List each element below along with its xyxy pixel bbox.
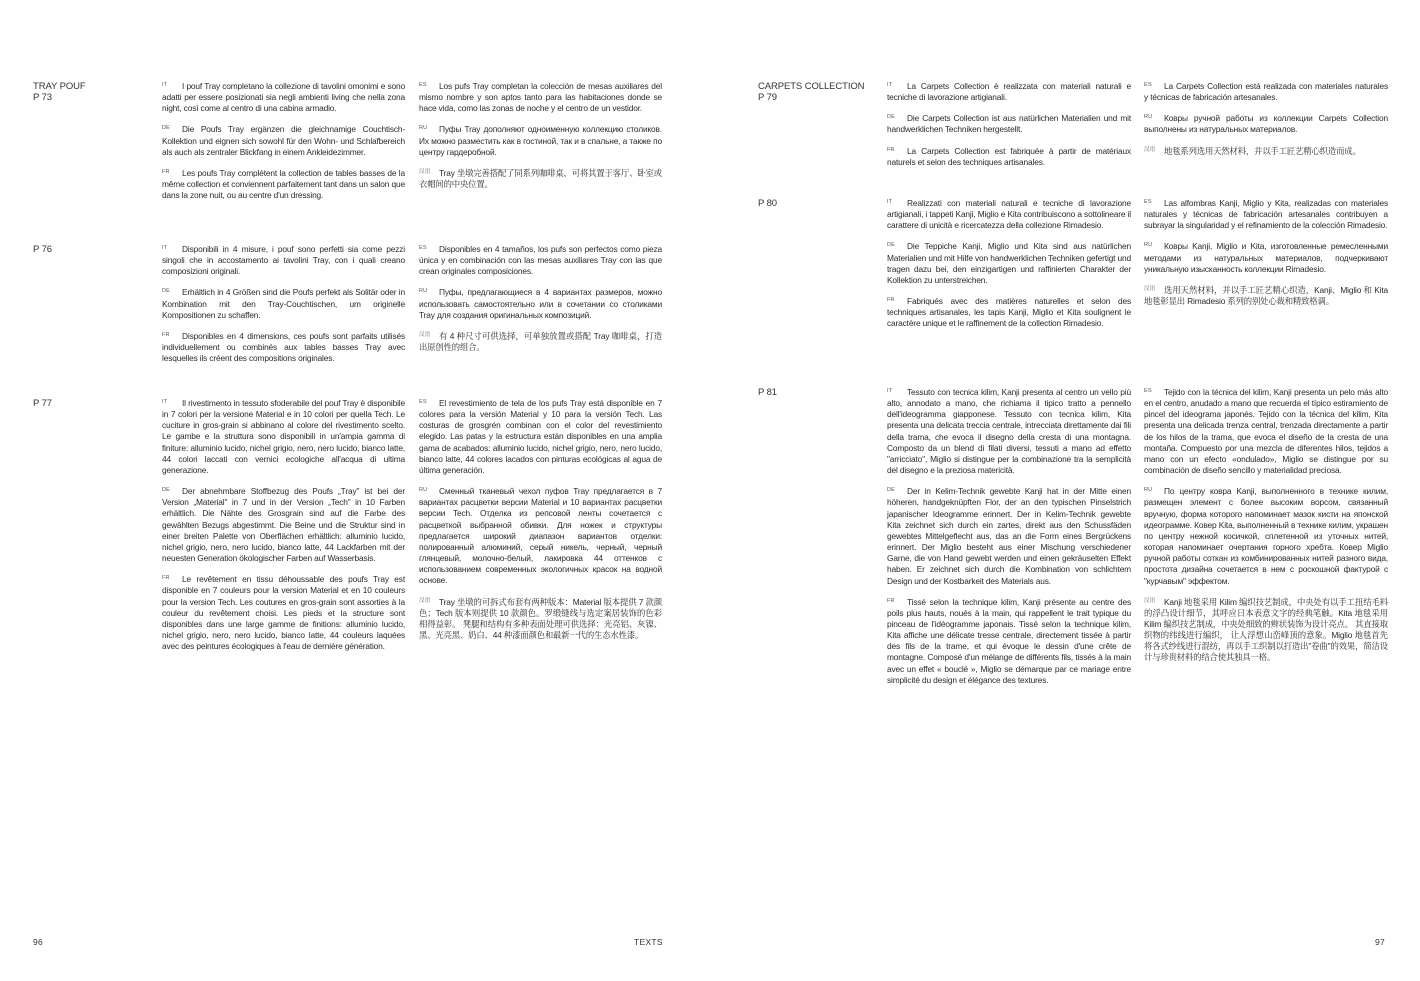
text-block-fr [887, 597, 1131, 686]
language-tag: 汉语 [419, 168, 431, 175]
language-tag: 汉语 [1144, 285, 1156, 292]
section-label-p81 [758, 387, 777, 398]
language-tag: 汉语 [419, 597, 431, 604]
paragraph: 地毯系列选用天然材料，并以手工匠艺精心织造而成。 [1164, 145, 1361, 156]
text-block-es [419, 398, 662, 476]
paragraph: Realizzati con materiali naturali e tecniche di lavorazione artigianali, i tappeti Kanji, Miglio e Kita contribuiscono a sottolineare il carattere di unicità e ricercatezza della collezione Rimadesio. [887, 198, 1131, 231]
language-tag: FR [887, 297, 895, 304]
page-ref: P 81 [758, 387, 777, 398]
text-block-it [887, 81, 1131, 103]
paragraph: 选用天然材料，并以手工匠艺精心织造，Kanji、Miglio 和 Kita 地毯彰显出 Rimadesio 系列的别处心裁和精致格调。 [1144, 284, 1388, 307]
language-tag: ES [419, 82, 427, 88]
text-block-de [887, 241, 1131, 286]
text-block-fr [162, 574, 405, 652]
language-tag: IT [162, 245, 168, 251]
paragraph: Пуфы Tray дополняют одноименную коллекцию столиков. Их можно разместить как в гостиной, так и в спальне, а также по центру гардеробной. [419, 124, 662, 157]
text-block-es [419, 81, 662, 114]
text-column [419, 244, 662, 363]
paragraph: Tray 坐墩的可拆式布套有两种版本：Material 版本提供 7 款颜色；Tech 版本则提供 10 款颜色。罗缎缝线与选定案居装饰的色彩相得益彰。 凳腿和结构有多种表面处理可供选择：光亮铝、灰镍、黑、光亮黑、奶白、44 种漆面颜色和最新一代的生态水性漆。 [419, 596, 662, 640]
paragraph: Le revêtement en tissu déhoussable des poufs Tray est disponible en 7 couleurs pour la version Material et en 10 couleurs pour la version Tech. Les coutures en gros-grain sont assorties à la couleur du revêtement choisi. Les pieds et la structure sont disponibles dans une large gamme de finitions: alluminio lucido, nichel grigio, nero, nero lucido, bianco latte, 44 couleurs laquées avec des peintures écologiques à l'eau de dernière génération. [162, 574, 405, 652]
paragraph: Tessuto con tecnica kilim, Kanji presenta al centro un vello più alto, annodato a mano, che richiama il tipico tratto a pennello dell'ideogramma giapponese. Tessuto con tecnica kilim, Kita presenta una delicata treccia centrale, intrecciata direttamente dai fili della trama, che evoca il disegno della cresta di una montagna. Composto da un blend di filati diversi, tessuti a mano ad effetto "arricciato", Miglio si distingue per la combinazione tra la semplicità del disegno e la preziosa matericità. [887, 387, 1131, 476]
language-tag: ES [419, 399, 427, 405]
language-tag: RU [1144, 487, 1153, 494]
language-tag: ES [419, 245, 427, 251]
paragraph: Les poufs Tray complètent la collection de tables basses de la même collection et conviennent parfaitement tant dans un salon que dans la zone nuit, ou au centre d'un dressing. [162, 167, 405, 201]
text-column [887, 387, 1131, 696]
language-tag: DE [162, 487, 171, 494]
paragraph: Tray 坐墩完善搭配了同系列咖啡桌，可将其置于客厅、卧室或衣帽间的中央位置。 [419, 167, 662, 190]
text-block-es [419, 244, 662, 277]
text-block-it [887, 387, 1131, 476]
section-label-p76 [33, 244, 52, 255]
language-tag: IT [887, 199, 893, 205]
section-label-tray-pouf [33, 81, 86, 104]
text-block-fr [162, 331, 405, 364]
section-label-p80 [758, 198, 777, 209]
paragraph: Сменный тканевый чехол пуфов Tray предлагается в 7 вариантах расцветки версии Material и 10 вариантах расцветки версии Tech. Отделка из репсовой ленты сочетается с расцветкой выбранной обивки. Для ножек и структуры предлагается широкий диапазон вариантов отделки: полированный алюминий, серый никель, черный, черный глянцевый, молочно-белый, лакировка 44 оттенков с использованием современных экологичных красок на водной основе. [419, 486, 662, 586]
page-number-left: 96 [33, 937, 44, 947]
paragraph: Tissé selon la technique kilim, Kanji présente au centre des poils plus hauts, noués à la main, qui rappellent le trait typique du pinceau de l'idéogramme japonais. Tissé selon la technique kilim, Kita affiche une délicate tresse centrale, directement tissée à partir des fils de la trame, et qui évoque le dessin d'une crête de montagne. Composé d'un mélange de différents fils, tissés à la main avec un effet « bouclé », Miglio se démarque par ce mariage entre simplicité du design et élégance des textures. [887, 596, 1131, 685]
paragraph: Пуфы, предлагающиеся в 4 вариантах размеров, можно использовать самостоятельно или в сочетании со столиками Tray для создания оригинальных композиций. [419, 287, 662, 320]
paragraph: I pouf Tray completano la collezione di tavolini omonimi e sono adatti per essere posizionati sia negli ambienti living che nella zona night, così come al centro di una cabina armadio. [162, 81, 405, 114]
paragraph: Fabriqués avec des matières naturelles et selon des techniques artisanales, les tapis Kanji, Miglio et Kita soulignent le caractère unique et le raffinement de la collection Rimadesio. [887, 296, 1131, 329]
text-column [419, 398, 662, 651]
text-block-zh [1144, 597, 1388, 664]
text-block-ru [1144, 113, 1388, 135]
paragraph: Die Poufs Tray ergänzen die gleichnamige Couchtisch-Kollektion und eignen sich sowohl für den Wohn- und Schlafbereich als auch als zentraler Blickfang in einem Ankleidezimmer. [162, 124, 405, 157]
paragraph: La Carpets Collection está realizada con materiales naturales y técnicas de fabricación artesanales. [1144, 81, 1388, 103]
page-ref: P 80 [758, 198, 777, 209]
language-tag: ES [1144, 388, 1152, 394]
text-column [419, 81, 662, 200]
text-block-de [162, 486, 405, 564]
text-block-zh [1144, 146, 1388, 157]
language-tag: RU [1144, 114, 1153, 121]
paragraph: La Carpets Collection è realizzata con materiali naturali e tecniche di lavorazione artigianali. [887, 81, 1131, 103]
text-block-it [162, 398, 405, 476]
language-tag: FR [887, 597, 895, 604]
language-tag: RU [419, 288, 428, 295]
paragraph: Disponibles en 4 tamaños, los pufs son perfectos como pieza única y en combinación con las mesas auxiliares Tray con las que crean originales composiciones. [419, 244, 662, 277]
language-tag: FR [887, 146, 895, 153]
page-number-right: 97 [1375, 937, 1386, 947]
text-block-zh [419, 168, 662, 190]
language-tag: DE [887, 242, 896, 249]
text-block-it [162, 244, 405, 277]
text-block-de [887, 113, 1131, 135]
paragraph: Disponibles en 4 dimensions, ces poufs sont parfaits utilisés individuellement ou combinés aux tables basses Tray avec lesquelles ils créent des compositions originales. [162, 330, 405, 364]
paragraph: Disponibili in 4 misure, i pouf sono perfetti sia come pezzi singoli che in accostamento ai tavolini Tray, con i quali creano composizioni originali. [162, 244, 405, 277]
text-block-fr [887, 296, 1131, 329]
paragraph: Il rivestimento in tessuto sfoderabile del pouf Tray è disponibile in 7 colori per la versione Material e in 10 colori per quella Tech. Le cuciture in gros-grain si abbinano al colore del rivestimento scelto. Le gambe e la struttura sono disponibili in un'ampia gamma di finiture: alluminio lucido, nichel grigio, nero, nero lucido, bianco latte, 44 colori laccati con vernici ecologiche all'acqua di ultima generazione. [162, 398, 405, 475]
paragraph: La Carpets Collection est fabriquée à partir de matériaux naturels et selon des techniques artisanales. [887, 145, 1131, 167]
text-column [887, 198, 1131, 340]
language-tag: RU [419, 125, 428, 132]
paragraph: Las alfombras Kanji, Miglio y Kita, realizadas con materiales naturales y técnicas de fabricación artesanales contribuyen a subrayar la singularidad y el refinamiento de la colección Rimadesio. [1144, 198, 1388, 231]
section-title: TRAY POUF [33, 81, 86, 92]
text-block-zh [419, 597, 662, 642]
section-label-carpets-collection [758, 81, 864, 104]
language-tag: FR [162, 575, 170, 582]
paragraph: Die Teppiche Kanji, Miglio und Kita sind aus natürlichen Materialien und mit Hilfe von handwerklichen Techniken gefertigt und tragen dazu bei, den einzigartigen und raffinierten Charakter der Kollektion zu unterstreichen. [887, 241, 1131, 285]
text-column [887, 81, 1131, 178]
text-column [1144, 198, 1388, 317]
paragraph: Der in Kelim-Technik gewebte Kanji hat in der Mitte einen höheren, handgeknüpften Flor, der an den typischen Pinselstrich japanischer Ideogramme erinnert. Der in Kelim-Technik gewebte Kita zeichnet sich durch ein zartes, direkt aus den Schussfäden gewebtes Mittelgeflecht aus, das an die Form eines Bergrückens erinnert. Der Miglio besteht aus einer Mischung verschiedener Garne, die von Hand gewebt werden und einen gekräuselten Effekt haben. Er zeichnet sich durch die Kombination von schlichtem Design und der Kostbarkeit des Materials aus. [887, 486, 1131, 586]
paragraph: 有 4 种尺寸可供选择，可单独放置或搭配 Tray 咖啡桌，打造出原创性的组合。 [419, 330, 662, 353]
text-block-es [1144, 198, 1388, 231]
language-tag: 汉语 [1144, 146, 1156, 153]
text-column [1144, 387, 1388, 674]
paragraph: По центру ковра Kanji, выполненного в технике килим, размещен элемент с более высоким ворсом, связанный вручную, форма которого напоминает мазок кисти на японской идеограмме. Ковер Kita, выполненный в технике килим, украшен по центру нежной косичкой, сплетенной из уточных нитей, которая напоминает очертания горного хребта. Ковер Miglio ручной работы соткан из комбинированных нитей разного вида, простота дизайна сочетается в нем с роскошной фактурой с "курчавым" эффектом. [1144, 486, 1388, 586]
language-tag: IT [887, 388, 893, 394]
language-tag: DE [887, 487, 896, 494]
language-tag: DE [162, 288, 171, 295]
text-block-es [1144, 81, 1388, 103]
language-tag: RU [419, 487, 428, 494]
paragraph: El revestimiento de tela de los pufs Tray está disponible en 7 colores para la versión Material y 10 para la versión Tech. Las costuras de grosgrén combinan con el color del revestimiento elegido. Las patas y la estructura están disponibles en una amplia gama de acabados: alluminio lucido, nichel grigio, nero, nero lucido, bianco latte, 44 colores lacados con pinturas ecológicas al agua de última generación. [419, 398, 662, 475]
language-tag: FR [162, 168, 170, 175]
text-block-fr [887, 146, 1131, 168]
language-tag: FR [162, 331, 170, 338]
text-block-ru [1144, 486, 1388, 586]
text-block-de [887, 486, 1131, 586]
paragraph: Die Carpets Collection ist aus natürlichen Materialien und mit handwerklichen Techniken hergestellt. [887, 113, 1131, 135]
text-column [162, 81, 405, 211]
text-block-ru [419, 124, 662, 157]
text-block-it [887, 198, 1131, 231]
paragraph: Kanji 地毯采用 Kilim 编织技艺制成，中央处有以手工扭结毛料的浮凸设计细节，其呼应日本表意文字的经典笔触。Kita 地毯采用 Kilim 编织技艺制成，中央处细致的辫状装饰为设计亮点。 其直接取织物的纬线进行编织， 让人浮想山峦峰顶的意象。Miglio 地毯首先将各式纱线进行混纺，再以手工织制以打造出"卷曲"的效果，简洁设计与珍贵材料的结合使其独具一格。 [1144, 596, 1388, 663]
language-tag: ES [1144, 82, 1152, 88]
section-title: CARPETS COLLECTION [758, 81, 865, 92]
paragraph: Ковры Kanji, Miglio и Kita, изготовленные ремесленными методами из натуральных материалов, подчеркивают уникальную изысканность коллекции Rimadesio. [1144, 241, 1388, 274]
text-block-es [1144, 387, 1388, 476]
language-tag: IT [887, 82, 893, 88]
paragraph: Ковры ручной работы из коллекции Carpets Collection выполнены из натуральных материалов. [1144, 113, 1388, 135]
text-block-fr [162, 168, 405, 201]
language-tag: RU [1144, 242, 1153, 249]
paragraph: Los pufs Tray completan la colección de mesas auxiliares del mismo nombre y son aptos tanto para las habitaciones donde se hace vida, como las zonas de noche y el centro de un vestidor. [419, 81, 662, 114]
text-block-ru [1144, 241, 1388, 274]
page-ref: P 77 [33, 398, 52, 409]
page-ref: P 76 [33, 244, 52, 255]
text-block-de [162, 124, 405, 157]
paragraph: Tejido con la técnica del kilim, Kanji presenta un pelo más alto en el centro, anudado a mano que recuerda el típico estiramiento de pincel del ideograma japonés. Tejido con la técnica del kilim, Kita presenta una delicada trenza central, trenzada directamente a partir de los hilos de la trama, que evoca el diseño de la cresta de una montaña. Compuesto por una mezcla de diferentes hilos, tejidos a mano con un efecto «ondulado», Miglio se distingue por su combinación de diseño sencillo y materialidad preciosa. [1144, 387, 1388, 476]
text-column [162, 244, 405, 374]
footer-section-title: TEXTS [634, 937, 663, 947]
paragraph: Der abnehmbare Stoffbezug des Poufs „Tray" ist bei der Version „Material" in 7 und in der Version „Tech" in 10 Farben erhältlich. Die Nähte des Grosgrain sind auf die Farbe des gewählten Bezugs abgestimmt. Die Beine und die Struktur sind in einer breiten Palette von Oberflächen erhältlich: alluminio lucido, nichel grigio, nero, nero lucido, bianco latte, 44 Lackfarben mit der neuesten Generation ökologischer Farben auf Wasserbasis. [162, 486, 405, 564]
text-block-ru [419, 486, 662, 586]
paragraph: Erhältlich in 4 Größen sind die Poufs perfekt als Solitär oder in Kombination mit den Tray-Couchtischen, um originelle Kompositionen zu schaffen. [162, 287, 405, 320]
section-label-p77 [33, 398, 52, 409]
text-column [1144, 81, 1388, 167]
page-ref: P 73 [33, 92, 52, 104]
language-tag: DE [887, 114, 896, 121]
language-tag: IT [162, 399, 168, 405]
page-ref: P 79 [758, 92, 777, 104]
text-column [162, 398, 405, 662]
language-tag: 汉语 [419, 331, 431, 338]
text-block-zh [1144, 285, 1388, 307]
text-block-de [162, 287, 405, 320]
language-tag: DE [162, 125, 171, 132]
text-block-it [162, 81, 405, 114]
text-block-ru [419, 287, 662, 320]
text-block-zh [419, 331, 662, 353]
language-tag: 汉语 [1144, 597, 1156, 604]
language-tag: IT [162, 82, 168, 88]
language-tag: ES [1144, 199, 1152, 205]
